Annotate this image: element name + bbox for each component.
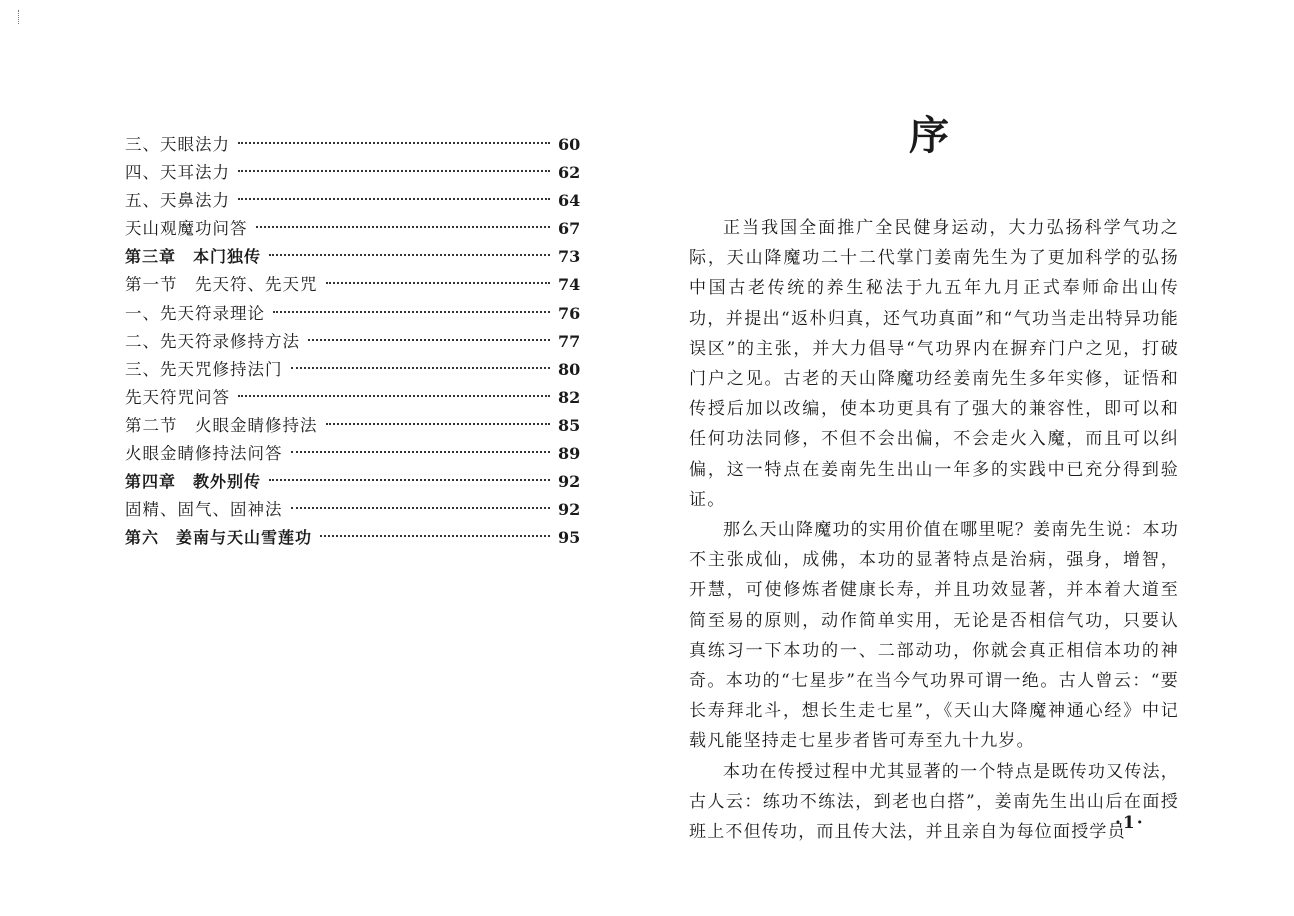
toc-entry-title: 第一节 先天符、先天咒 bbox=[125, 275, 318, 295]
toc-entry bbox=[125, 328, 580, 356]
toc-entry-title: 第六 姜南与天山雪莲功 bbox=[125, 528, 313, 548]
toc-leader-dots bbox=[291, 366, 551, 369]
toc-entry-page: 77 bbox=[558, 331, 581, 351]
toc-entry bbox=[125, 524, 580, 552]
preface-paragraph: 那么天山降魔功的实用价值在哪里呢？姜南先生说：本功不主张成仙，成佛，本功的显著特点是治病，强身，增智，开慧，可使修炼者健康长寿，并且功效显著，并本着大道至简至易的原则，动作简单实用，无论是否相信气功，只要认真练习一下本功的一、二部动功，你就会真正相信本功的神奇。本功的“七星步”在当今气功界可谓一绝。古人曾云：“要长寿拜北斗，想长生走七星”，《天山大降魔神通心经》中记载凡能坚持走七星步者皆可寿至九十九岁。 bbox=[689, 520, 1179, 752]
preface-body bbox=[689, 213, 1179, 847]
toc-leader-dots bbox=[256, 225, 551, 228]
toc-leader-dots bbox=[320, 534, 550, 537]
toc-entry bbox=[125, 440, 580, 468]
toc-entry-page: 80 bbox=[558, 359, 581, 379]
toc-leader-dots bbox=[291, 450, 551, 453]
toc-entry-page: 95 bbox=[558, 528, 581, 548]
toc-entry-page: 92 bbox=[558, 472, 581, 492]
toc-leader-dots bbox=[238, 141, 550, 144]
toc-leader-dots bbox=[291, 506, 551, 509]
toc-entry-title: 一、先天符录理论 bbox=[125, 303, 265, 323]
toc-entry bbox=[125, 131, 580, 159]
toc-entry-page: 74 bbox=[558, 275, 581, 295]
toc-entry-title: 四、天耳法力 bbox=[125, 163, 230, 183]
preface-paragraph: 正当我国全面推广全民健身运动，大力弘扬科学气功之际，天山降魔功二十二代掌门姜南先生为了更加科学的弘扬中国古老传统的养生秘法于九五年九月正式奉师命出山传功，并提出“返朴归真，还气功真面”和“气功当走出特异功能误区”的主张，并大力倡导“气功界内在摒弃门户之见，打破门户之见。古老的天山降魔功经姜南先生多年实修，证悟和传授后加以改编，使本功更具有了强大的兼容性，即可以和任何功法同修，不但不会出偏，不会走火入魔，而且可以纠偏，这一特点在姜南先生出山一年多的实践中已充分得到验证。 bbox=[689, 218, 1179, 510]
toc-leader-dots bbox=[269, 253, 550, 256]
toc-entry-page: 64 bbox=[558, 191, 581, 211]
toc-entry-title: 三、先天咒修持法门 bbox=[125, 359, 283, 379]
page-number: ·1· bbox=[1115, 813, 1145, 833]
preface-paragraph: 本功在传授过程中尤其显著的一个特点是既传功又传法，古人云：练功不练法，到老也白搭”，姜南先生出山后在面授班上不但传功，而且传大法，并且亲自为每位面授学员 bbox=[689, 761, 1179, 843]
preface-title: 序 bbox=[909, 112, 949, 159]
toc-entry-page: 60 bbox=[558, 135, 581, 154]
toc-entry bbox=[125, 243, 580, 271]
toc-entry bbox=[125, 468, 580, 496]
toc-leader-dots bbox=[238, 394, 550, 397]
toc-entry-page: 62 bbox=[558, 163, 581, 183]
toc-entry-title: 火眼金睛修持法问答 bbox=[125, 444, 283, 464]
toc-entry-title: 二、先天符录修持方法 bbox=[125, 331, 300, 351]
toc-entry bbox=[125, 271, 580, 299]
toc-leader-dots bbox=[238, 197, 550, 200]
toc-entry bbox=[125, 215, 580, 243]
toc-entry-page: 76 bbox=[558, 303, 581, 323]
toc-entry-title: 先天符咒问答 bbox=[125, 387, 230, 407]
toc-leader-dots bbox=[273, 310, 550, 313]
toc-entry bbox=[125, 496, 580, 524]
toc-entry bbox=[125, 187, 580, 215]
toc-entry-page: 67 bbox=[558, 219, 581, 239]
toc-leader-dots bbox=[238, 169, 550, 172]
toc-entry bbox=[125, 300, 580, 328]
toc-entry-title: 第四章 教外别传 bbox=[125, 472, 262, 492]
toc-entry-title: 第二节 火眼金睛修持法 bbox=[125, 415, 318, 435]
toc-entry-page: 73 bbox=[558, 247, 581, 267]
toc-entry-page: 82 bbox=[558, 387, 581, 407]
toc-entry-title: 固精、固气、固神法 bbox=[125, 500, 283, 520]
toc-leader-dots bbox=[326, 422, 551, 425]
toc-entry-page: 89 bbox=[558, 444, 581, 464]
toc-entry bbox=[125, 412, 580, 440]
toc-leader-dots bbox=[308, 338, 550, 341]
toc-leader-dots bbox=[269, 478, 550, 481]
toc-entry-page: 92 bbox=[558, 500, 581, 520]
toc-entry bbox=[125, 356, 580, 384]
toc-entry-page: 85 bbox=[558, 415, 581, 435]
table-of-contents bbox=[125, 131, 580, 552]
toc-entry-title: 天山观魔功问答 bbox=[125, 219, 248, 239]
toc-entry-title: 第三章 本门独传 bbox=[125, 247, 262, 267]
toc-leader-dots bbox=[326, 281, 551, 284]
toc-entry bbox=[125, 384, 580, 412]
scan-artifact bbox=[18, 10, 22, 24]
right-page bbox=[647, 0, 1294, 916]
toc-entry-title: 五、天鼻法力 bbox=[125, 191, 230, 211]
toc-entry-title: 三、天眼法力 bbox=[125, 135, 230, 154]
toc-entry bbox=[125, 159, 580, 187]
